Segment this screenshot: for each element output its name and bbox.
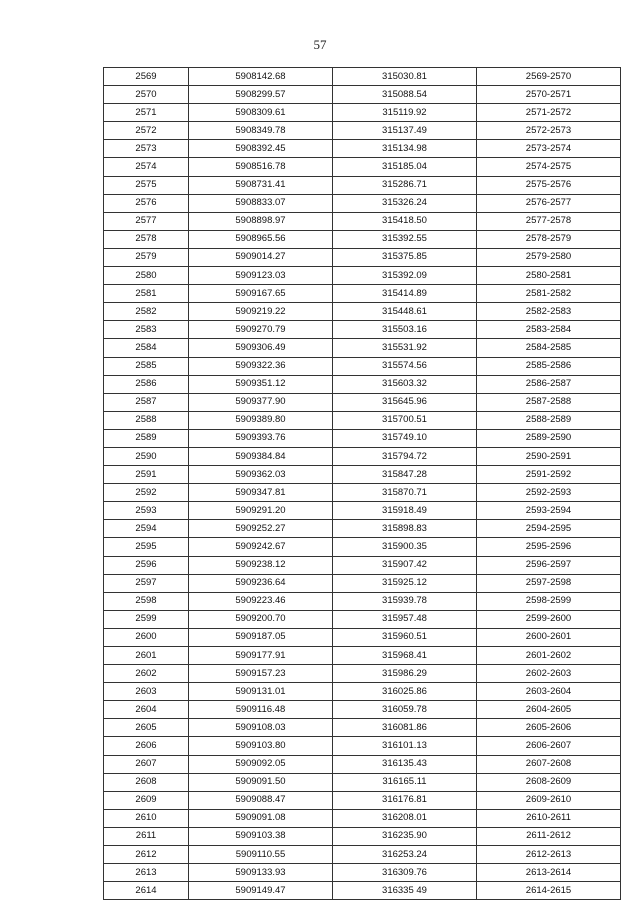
y-coordinate-cell: 315898.83 <box>333 520 477 538</box>
segment-cell: 2576-2577 <box>477 194 621 212</box>
segment-cell: 2572-2573 <box>477 122 621 140</box>
segment-cell: 2590-2591 <box>477 447 621 465</box>
point-number-cell: 2612 <box>104 846 189 864</box>
x-coordinate-cell: 5909219.22 <box>189 303 333 321</box>
point-number-cell: 2581 <box>104 285 189 303</box>
table-row <box>104 339 621 357</box>
point-number-cell: 2585 <box>104 357 189 375</box>
segment-cell: 2573-2574 <box>477 140 621 158</box>
x-coordinate-cell: 5908392.45 <box>189 140 333 158</box>
segment-cell: 2585-2586 <box>477 357 621 375</box>
point-number-cell: 2575 <box>104 176 189 194</box>
segment-cell: 2580-2581 <box>477 267 621 285</box>
point-number-cell: 2603 <box>104 683 189 701</box>
point-number-cell: 2570 <box>104 86 189 104</box>
y-coordinate-cell: 316253.24 <box>333 846 477 864</box>
x-coordinate-cell: 5909108.03 <box>189 719 333 737</box>
point-number-cell: 2578 <box>104 230 189 248</box>
point-number-cell: 2602 <box>104 665 189 683</box>
x-coordinate-cell: 5909167.65 <box>189 285 333 303</box>
y-coordinate-cell: 315088.54 <box>333 86 477 104</box>
point-number-cell: 2605 <box>104 719 189 737</box>
y-coordinate-cell: 315645.96 <box>333 393 477 411</box>
y-coordinate-cell: 315119.92 <box>333 104 477 122</box>
segment-cell: 2604-2605 <box>477 701 621 719</box>
x-coordinate-cell: 5909377.90 <box>189 393 333 411</box>
table-row <box>104 755 621 773</box>
y-coordinate-cell: 315960.51 <box>333 628 477 646</box>
y-coordinate-cell: 316059.78 <box>333 701 477 719</box>
x-coordinate-cell: 5909270.79 <box>189 321 333 339</box>
table-row <box>104 140 621 158</box>
segment-cell: 2586-2587 <box>477 375 621 393</box>
y-coordinate-cell: 316025.86 <box>333 683 477 701</box>
segment-cell: 2601-2602 <box>477 647 621 665</box>
y-coordinate-cell: 315794.72 <box>333 447 477 465</box>
x-coordinate-cell: 5908349.78 <box>189 122 333 140</box>
segment-cell: 2612-2613 <box>477 846 621 864</box>
x-coordinate-cell: 5909252.27 <box>189 520 333 538</box>
point-number-cell: 2613 <box>104 864 189 882</box>
point-number-cell: 2580 <box>104 267 189 285</box>
table-row <box>104 194 621 212</box>
point-number-cell: 2592 <box>104 484 189 502</box>
table-row <box>104 556 621 574</box>
point-number-cell: 2599 <box>104 610 189 628</box>
table-row <box>104 628 621 646</box>
point-number-cell: 2598 <box>104 592 189 610</box>
table-row <box>104 68 621 86</box>
segment-cell: 2596-2597 <box>477 556 621 574</box>
x-coordinate-cell: 5909236.64 <box>189 574 333 592</box>
y-coordinate-cell: 315286.71 <box>333 176 477 194</box>
point-number-cell: 2611 <box>104 827 189 845</box>
y-coordinate-cell: 315957.48 <box>333 610 477 628</box>
segment-cell: 2599-2600 <box>477 610 621 628</box>
point-number-cell: 2614 <box>104 882 189 900</box>
y-coordinate-cell: 315870.71 <box>333 484 477 502</box>
segment-cell: 2603-2604 <box>477 683 621 701</box>
table-row <box>104 321 621 339</box>
segment-cell: 2583-2584 <box>477 321 621 339</box>
segment-cell: 2579-2580 <box>477 248 621 266</box>
y-coordinate-cell: 315531.92 <box>333 339 477 357</box>
y-coordinate-cell: 315749.10 <box>333 429 477 447</box>
x-coordinate-cell: 5909177.91 <box>189 647 333 665</box>
y-coordinate-cell: 315375.85 <box>333 248 477 266</box>
y-coordinate-cell: 316081.86 <box>333 719 477 737</box>
point-number-cell: 2594 <box>104 520 189 538</box>
x-coordinate-cell: 5909091.08 <box>189 809 333 827</box>
point-number-cell: 2589 <box>104 429 189 447</box>
y-coordinate-cell: 315030.81 <box>333 68 477 86</box>
x-coordinate-cell: 5908833.07 <box>189 194 333 212</box>
x-coordinate-cell: 5909291.20 <box>189 502 333 520</box>
table-row <box>104 574 621 592</box>
table-row <box>104 212 621 230</box>
x-coordinate-cell: 5908516.78 <box>189 158 333 176</box>
table-row <box>104 827 621 845</box>
y-coordinate-cell: 315392.55 <box>333 230 477 248</box>
x-coordinate-cell: 5909014.27 <box>189 248 333 266</box>
segment-cell: 2605-2606 <box>477 719 621 737</box>
coordinates-table <box>103 67 621 900</box>
point-number-cell: 2577 <box>104 212 189 230</box>
segment-cell: 2589-2590 <box>477 429 621 447</box>
point-number-cell: 2584 <box>104 339 189 357</box>
point-number-cell: 2593 <box>104 502 189 520</box>
x-coordinate-cell: 5909103.38 <box>189 827 333 845</box>
table-row <box>104 683 621 701</box>
x-coordinate-cell: 5909200.70 <box>189 610 333 628</box>
segment-cell: 2594-2595 <box>477 520 621 538</box>
table-row <box>104 248 621 266</box>
x-coordinate-cell: 5909091.50 <box>189 773 333 791</box>
table-row <box>104 610 621 628</box>
segment-cell: 2591-2592 <box>477 466 621 484</box>
table-row <box>104 375 621 393</box>
x-coordinate-cell: 5909123.03 <box>189 267 333 285</box>
point-number-cell: 2573 <box>104 140 189 158</box>
table-row <box>104 719 621 737</box>
table-row <box>104 737 621 755</box>
table-row <box>104 791 621 809</box>
point-number-cell: 2596 <box>104 556 189 574</box>
table-row <box>104 429 621 447</box>
x-coordinate-cell: 5908309.61 <box>189 104 333 122</box>
table-row <box>104 520 621 538</box>
y-coordinate-cell: 315968.41 <box>333 647 477 665</box>
table-row <box>104 665 621 683</box>
y-coordinate-cell: 316309.76 <box>333 864 477 882</box>
y-coordinate-cell: 315925.12 <box>333 574 477 592</box>
table-row <box>104 86 621 104</box>
point-number-cell: 2608 <box>104 773 189 791</box>
table-row <box>104 701 621 719</box>
segment-cell: 2606-2607 <box>477 737 621 755</box>
x-coordinate-cell: 5908299.57 <box>189 86 333 104</box>
x-coordinate-cell: 5908965.56 <box>189 230 333 248</box>
table-row <box>104 846 621 864</box>
x-coordinate-cell: 5909092.05 <box>189 755 333 773</box>
y-coordinate-cell: 316208.01 <box>333 809 477 827</box>
segment-cell: 2607-2608 <box>477 755 621 773</box>
table-row <box>104 647 621 665</box>
segment-cell: 2598-2599 <box>477 592 621 610</box>
y-coordinate-cell: 316335 49 <box>333 882 477 900</box>
y-coordinate-cell: 315986.29 <box>333 665 477 683</box>
x-coordinate-cell: 5909393.76 <box>189 429 333 447</box>
segment-cell: 2570-2571 <box>477 86 621 104</box>
y-coordinate-cell: 316235.90 <box>333 827 477 845</box>
table-row <box>104 285 621 303</box>
point-number-cell: 2609 <box>104 791 189 809</box>
x-coordinate-cell: 5909116.48 <box>189 701 333 719</box>
table-row <box>104 882 621 900</box>
table-row <box>104 122 621 140</box>
y-coordinate-cell: 315392.09 <box>333 267 477 285</box>
x-coordinate-cell: 5909362.03 <box>189 466 333 484</box>
y-coordinate-cell: 316135.43 <box>333 755 477 773</box>
x-coordinate-cell: 5909384.84 <box>189 447 333 465</box>
point-number-cell: 2574 <box>104 158 189 176</box>
y-coordinate-cell: 316176.81 <box>333 791 477 809</box>
point-number-cell: 2572 <box>104 122 189 140</box>
y-coordinate-cell: 316165.11 <box>333 773 477 791</box>
table-row <box>104 393 621 411</box>
x-coordinate-cell: 5909347.81 <box>189 484 333 502</box>
y-coordinate-cell: 315326.24 <box>333 194 477 212</box>
point-number-cell: 2597 <box>104 574 189 592</box>
segment-cell: 2597-2598 <box>477 574 621 592</box>
segment-cell: 2588-2589 <box>477 411 621 429</box>
segment-cell: 2611-2612 <box>477 827 621 845</box>
x-coordinate-cell: 5909351.12 <box>189 375 333 393</box>
table-row <box>104 230 621 248</box>
point-number-cell: 2590 <box>104 447 189 465</box>
table-row <box>104 411 621 429</box>
table-row <box>104 357 621 375</box>
table-row <box>104 267 621 285</box>
segment-cell: 2593-2594 <box>477 502 621 520</box>
x-coordinate-cell: 5908142.68 <box>189 68 333 86</box>
x-coordinate-cell: 5909133.93 <box>189 864 333 882</box>
segment-cell: 2613-2614 <box>477 864 621 882</box>
segment-cell: 2574-2575 <box>477 158 621 176</box>
point-number-cell: 2588 <box>104 411 189 429</box>
point-number-cell: 2587 <box>104 393 189 411</box>
y-coordinate-cell: 315700.51 <box>333 411 477 429</box>
x-coordinate-cell: 5909242.67 <box>189 538 333 556</box>
y-coordinate-cell: 315603.32 <box>333 375 477 393</box>
point-number-cell: 2604 <box>104 701 189 719</box>
x-coordinate-cell: 5908731.41 <box>189 176 333 194</box>
segment-cell: 2587-2588 <box>477 393 621 411</box>
y-coordinate-cell: 315847.28 <box>333 466 477 484</box>
segment-cell: 2595-2596 <box>477 538 621 556</box>
y-coordinate-cell: 315414.89 <box>333 285 477 303</box>
table-row <box>104 447 621 465</box>
y-coordinate-cell: 315185.04 <box>333 158 477 176</box>
table-row <box>104 158 621 176</box>
x-coordinate-cell: 5909131.01 <box>189 683 333 701</box>
point-number-cell: 2571 <box>104 104 189 122</box>
page-number: 57 <box>313 37 327 52</box>
segment-cell: 2608-2609 <box>477 773 621 791</box>
y-coordinate-cell: 315907.42 <box>333 556 477 574</box>
y-coordinate-cell: 315900.35 <box>333 538 477 556</box>
table-row <box>104 592 621 610</box>
point-number-cell: 2586 <box>104 375 189 393</box>
segment-cell: 2582-2583 <box>477 303 621 321</box>
point-number-cell: 2601 <box>104 647 189 665</box>
point-number-cell: 2583 <box>104 321 189 339</box>
segment-cell: 2602-2603 <box>477 665 621 683</box>
table-row <box>104 466 621 484</box>
segment-cell: 2614-2615 <box>477 882 621 900</box>
segment-cell: 2569-2570 <box>477 68 621 86</box>
x-coordinate-cell: 5908898.97 <box>189 212 333 230</box>
point-number-cell: 2579 <box>104 248 189 266</box>
point-number-cell: 2595 <box>104 538 189 556</box>
point-number-cell: 2600 <box>104 628 189 646</box>
table-row <box>104 484 621 502</box>
segment-cell: 2571-2572 <box>477 104 621 122</box>
point-number-cell: 2582 <box>104 303 189 321</box>
table-row <box>104 502 621 520</box>
segment-cell: 2584-2585 <box>477 339 621 357</box>
segment-cell: 2575-2576 <box>477 176 621 194</box>
y-coordinate-cell: 315418.50 <box>333 212 477 230</box>
segment-cell: 2581-2582 <box>477 285 621 303</box>
table-row <box>104 773 621 791</box>
x-coordinate-cell: 5909389.80 <box>189 411 333 429</box>
y-coordinate-cell: 315137.49 <box>333 122 477 140</box>
point-number-cell: 2576 <box>104 194 189 212</box>
x-coordinate-cell: 5909149.47 <box>189 882 333 900</box>
coordinates-table-body <box>104 68 621 900</box>
point-number-cell: 2606 <box>104 737 189 755</box>
x-coordinate-cell: 5909322.36 <box>189 357 333 375</box>
y-coordinate-cell: 315503.16 <box>333 321 477 339</box>
point-number-cell: 2610 <box>104 809 189 827</box>
y-coordinate-cell: 315939.78 <box>333 592 477 610</box>
y-coordinate-cell: 315134.98 <box>333 140 477 158</box>
point-number-cell: 2569 <box>104 68 189 86</box>
point-number-cell: 2607 <box>104 755 189 773</box>
table-row <box>104 864 621 882</box>
segment-cell: 2592-2593 <box>477 484 621 502</box>
y-coordinate-cell: 315574.56 <box>333 357 477 375</box>
table-row <box>104 303 621 321</box>
point-number-cell: 2591 <box>104 466 189 484</box>
table-row <box>104 809 621 827</box>
x-coordinate-cell: 5909157.23 <box>189 665 333 683</box>
x-coordinate-cell: 5909238.12 <box>189 556 333 574</box>
segment-cell: 2577-2578 <box>477 212 621 230</box>
segment-cell: 2610-2611 <box>477 809 621 827</box>
x-coordinate-cell: 5909223.46 <box>189 592 333 610</box>
table-row <box>104 104 621 122</box>
y-coordinate-cell: 315448.61 <box>333 303 477 321</box>
table-row <box>104 176 621 194</box>
y-coordinate-cell: 315918.49 <box>333 502 477 520</box>
segment-cell: 2578-2579 <box>477 230 621 248</box>
y-coordinate-cell: 316101.13 <box>333 737 477 755</box>
table-row <box>104 538 621 556</box>
segment-cell: 2600-2601 <box>477 628 621 646</box>
x-coordinate-cell: 5909306.49 <box>189 339 333 357</box>
x-coordinate-cell: 5909088.47 <box>189 791 333 809</box>
segment-cell: 2609-2610 <box>477 791 621 809</box>
x-coordinate-cell: 5909187.05 <box>189 628 333 646</box>
x-coordinate-cell: 5909110.55 <box>189 846 333 864</box>
x-coordinate-cell: 5909103.80 <box>189 737 333 755</box>
